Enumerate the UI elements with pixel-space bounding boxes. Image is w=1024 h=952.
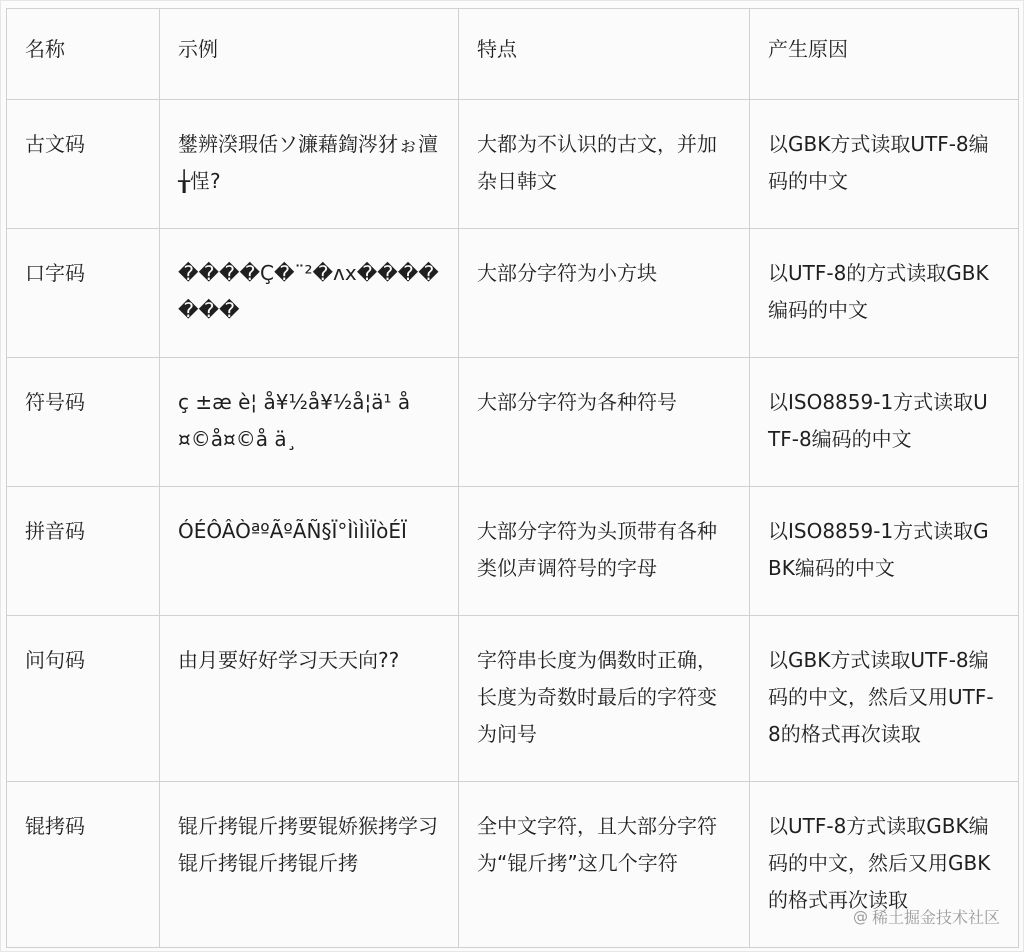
cell-feature [459,229,750,358]
example-text: ç ±æ è¦ å¥½å¥½å¦ä¹ å¤©å¤©å ä¸ [178,390,411,451]
cell-name [7,358,160,487]
name-text: 拼音码 [25,519,85,543]
name-text: 问句码 [25,648,85,672]
watermark-at-sign: @ [852,907,868,926]
cell-example [160,100,459,229]
table-row [7,616,1019,782]
cell-name [7,100,160,229]
table-row [7,229,1019,358]
cause-text: 以GBK方式读取UTF-8编码的中文，然后又用UTF-8的格式再次读取 [768,648,994,746]
cell-cause [750,616,1019,782]
cell-feature [459,616,750,782]
cause-text: 以ISO8859-1方式读取GBK编码的中文 [768,519,989,580]
cell-cause [750,100,1019,229]
feature-text: 大部分字符为头顶带有各种类似声调符号的字母 [477,519,717,580]
cause-text: 以ISO8859-1方式读取UTF-8编码的中文 [768,390,988,451]
cell-cause [750,487,1019,616]
cell-cause [750,358,1019,487]
example-text: 由月要好好学习天天向?? [178,648,400,672]
cell-example [160,616,459,782]
cause-text: 以UTF-8的方式读取GBK编码的中文 [768,261,989,322]
cell-example [160,229,459,358]
cause-text: 以GBK方式读取UTF-8编码的中文 [768,132,989,193]
garbled-encoding-table [6,8,1019,948]
example-text: ����Ç�¨²�ʌx������� [178,261,439,322]
header-example: 示例 [160,9,459,100]
feature-text: 字符串长度为偶数时正确，长度为奇数时最后的字符变为问号 [477,648,717,746]
cell-feature [459,100,750,229]
name-text: 古文码 [25,132,85,156]
table-header-row [7,9,1019,100]
cell-cause [750,229,1019,358]
feature-text: 大部分字符为小方块 [477,261,657,285]
feature-text: 大都为不认识的古文，并加杂日韩文 [477,132,717,193]
table-row [7,100,1019,229]
cell-example [160,782,459,948]
cause-text: 以UTF-8方式读取GBK编码的中文，然后又用GBK的格式再次读取 [768,814,991,912]
cell-feature [459,782,750,948]
name-text: 口字码 [25,261,85,285]
cell-name [7,782,160,948]
cell-example [160,487,459,616]
cell-name [7,487,160,616]
cell-feature [459,358,750,487]
example-text: 锟斤拷锟斤拷要锟娇猴拷学习锟斤拷锟斤拷锟斤拷 [178,814,438,875]
example-text: 鐢辨湀瑕佸ソ濂藉鍧涔犲ぉ澶╁悜? [178,132,438,193]
name-text: 符号码 [25,390,85,414]
cell-name [7,616,160,782]
cell-name [7,229,160,358]
example-text: ÓÉÔÂÒªºÃºÃÑ§Ï°ÌìÌìÏòÉÏ [178,519,407,543]
feature-text: 全中文字符，且大部分字符为“锟斤拷”这几个字符 [477,814,717,875]
table-row [7,358,1019,487]
table-row [7,487,1019,616]
header-cause: 产生原因 [750,9,1019,100]
cell-feature [459,487,750,616]
header-feature: 特点 [459,9,750,100]
watermark-text: 稀土掘金技术社区 [871,908,1000,927]
feature-text: 大部分字符为各种符号 [477,390,677,414]
cell-example [160,358,459,487]
header-name: 名称 [7,9,160,100]
name-text: 锟拷码 [25,814,85,838]
watermark [853,905,1000,928]
